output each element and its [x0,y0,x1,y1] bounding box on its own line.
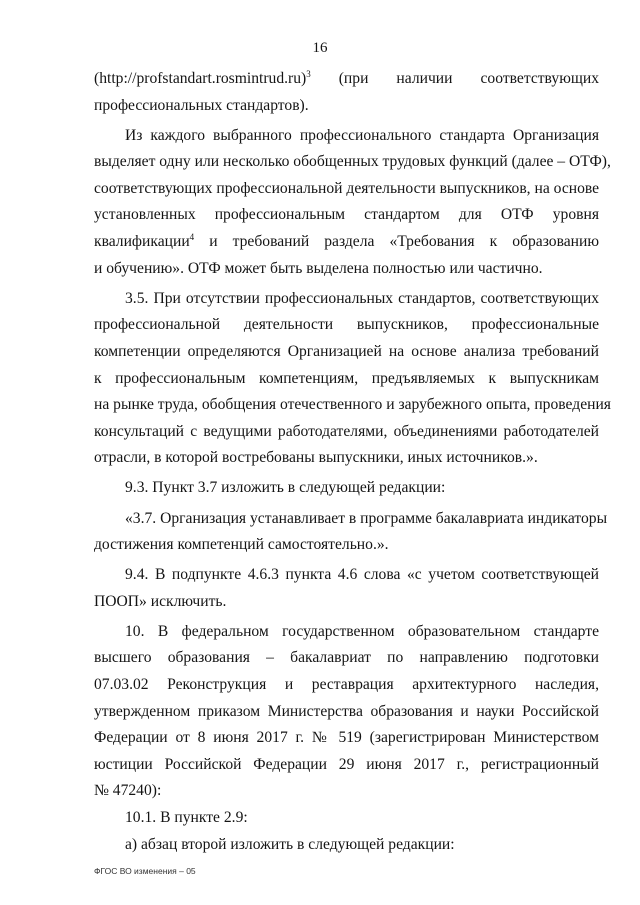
text-line-content: юстиции Российской Федерации 29 июня 2017 г., регистрационный [94,755,599,773]
text-line-content: № 47240): [94,782,162,800]
text-line-content: и обучению». ОТФ может быть выделена полностью или частично. [94,259,543,277]
text-line-content: 3.5. При отсутствии профессиональных стандартов, соответствующих [125,289,599,307]
text-line-content: высшего образования – бакалавриат по направлению подготовки [94,649,599,667]
text-line [94,66,599,93]
text-line [94,339,599,366]
document-body [94,66,611,858]
text-line [94,725,599,752]
text-line-content: а) абзац второй изложить в следующей редакции: [125,835,455,853]
text-line-content: квалификации [94,233,190,251]
text-line-content: 07.03.02 Реконструкция и реставрация архитектурного наследия, [94,676,599,694]
text-line-content: «3.7. Организация устанавливает в программе бакалавриата индикаторы [125,509,608,527]
text-line-content: профессиональных стандартов). [94,96,309,114]
text-line-content: к профессиональным компетенциям, предъявляемых к выпускникам [94,369,599,387]
text-line [94,123,599,150]
text-line-content: Федерации от 8 июня 2017 г. № 519 (зарегистрирован Министерством [94,729,599,747]
text-line-content: консультаций с ведущими работодателями, объединениями работодателей [94,422,599,440]
text-line [94,645,599,672]
text-line [94,832,599,859]
text-line [94,562,599,589]
text-line-content: выделяет одну или несколько обобщенных трудовых функций (далее – ОТФ), [94,153,611,171]
text-line [94,752,599,779]
text-line-content: соответствующих профессиональной деятельности выпускников, на основе [94,179,600,197]
text-line [94,176,599,203]
text-line [94,149,611,176]
text-line [94,778,599,805]
text-line-content: компетенции определяются Организацией на основе анализа требований [94,342,599,360]
text-line-content: достижения компетенций самостоятельно.». [94,536,389,554]
text-line [94,445,599,472]
text-line [94,532,599,559]
text-line [94,256,599,283]
text-line [94,202,599,229]
text-line [94,312,599,339]
text-line-content: утвержденном приказом Министерства образования и науки Российской [94,702,599,720]
text-line [94,672,599,699]
text-line [94,619,599,646]
text-line [94,506,608,533]
text-line [94,475,599,502]
text-line [94,805,599,832]
text-line-content: установленных профессиональным стандартом для ОТФ уровня [94,206,599,224]
text-line-content: на рынке труда, обобщения отечественного и зарубежного опыта, проведения [94,396,611,414]
text-line-continuation: и требований раздела «Требования к образованию [209,233,599,251]
text-line-content: Из каждого выбранного профессионального стандарта Организация [125,126,599,144]
text-line [94,589,599,616]
text-line-continuation: (при наличии соответствующих [338,70,599,87]
text-line-content: ПООП» исключить. [94,592,227,610]
text-line [94,392,611,419]
text-line-content: отрасли, в которой востребованы выпускники, иных источников.». [94,449,538,467]
text-line-content: 9.3. Пункт 3.7 изложить в следующей редакции: [125,479,446,497]
footnote-marker: 4 [189,232,195,243]
text-line [94,699,599,726]
text-line [94,286,599,313]
footer-doc-label: ФГОС ВО изменения – 05 [94,866,196,876]
page-number: 16 [312,40,328,56]
text-line [94,366,599,393]
footnote-marker: 3 [306,69,311,79]
text-line-content: 10. В федеральном государственном образовательном стандарте [125,622,599,640]
text-line [94,93,599,120]
text-line-content: 10.1. В пункте 2.9: [125,809,248,827]
text-line-content: (http://profstandart.rosmintrud.ru) [94,70,307,87]
text-line [94,419,599,446]
text-line-content: 9.4. В подпункте 4.6.3 пункта 4.6 слова «с учетом соответствующей [125,566,599,584]
text-line-content: профессиональной деятельности выпускников, профессиональные [94,316,599,334]
text-line [94,229,599,256]
